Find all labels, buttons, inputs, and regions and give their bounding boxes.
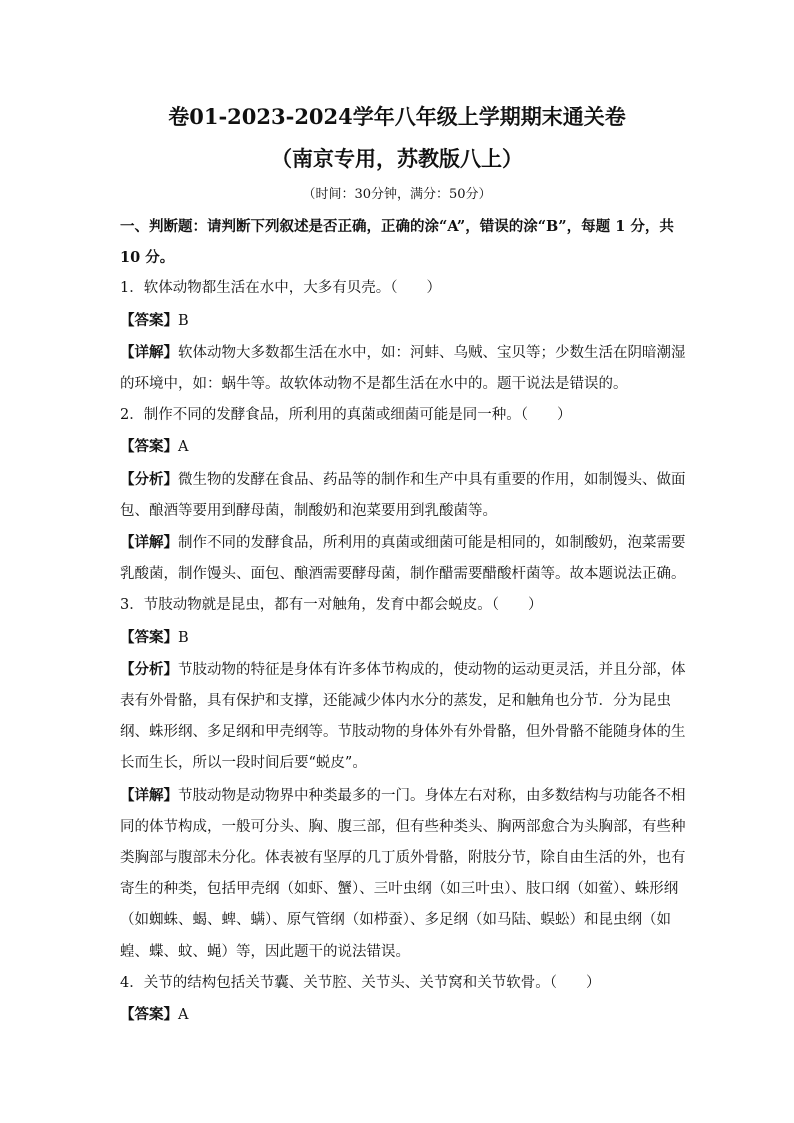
detail-tag: 【详解】 (120, 534, 178, 552)
answer-3 (120, 622, 695, 654)
question-4: 4．关节的结构包括关节囊、关节腔、关节头、关节窝和关节软骨。（ ） (120, 974, 601, 991)
answer-2 (120, 431, 695, 463)
detail-tag: 【详解】 (120, 343, 178, 361)
answer-value: B (178, 629, 189, 646)
analysis-tag: 【分析】 (120, 660, 178, 678)
answer-value: A (178, 1007, 189, 1024)
analysis-tag: 【分析】 (120, 470, 178, 488)
detail-2 (120, 527, 695, 590)
detail-tag: 【详解】 (120, 786, 178, 804)
detail-1 (120, 337, 695, 400)
analysis-text: 节肢动物的特征是身体有许多体节构成的，使动物的运动更灵活，并且分部，体表有外骨骼，具有保护和支撑，还能减少体内水分的蒸发，足和触角也分节．分为昆虫纲、蛛形纲、多足纲和甲壳纲等。节肢动物的身体外有外骨骼，但外骨骼不能随身体的生长而生长，所以一段时间后要“蜕皮”。 (120, 661, 686, 772)
answer-tag: 【答案】 (120, 438, 178, 456)
detail-text: 软体动物大多数都生活在水中，如：河蚌、乌贼、宝贝等；少数生活在阴暗潮湿的环境中，如：蜗牛等。故软体动物不是都生活在水中的。题干说法是错误的。 (120, 344, 686, 393)
analysis-2 (120, 464, 695, 527)
answer-tag: 【答案】 (120, 311, 178, 329)
section-heading: 一、判断题：请判断下列叙述是否正确，正确的涂“A”，错误的涂“B”，每题 1 分，共 10 分。 (120, 218, 674, 267)
document-subtitle-edition: （南京专用，苏教版八上） (271, 146, 523, 171)
detail-text: 节肢动物是动物界中种类最多的一门。身体左右对称，由多数结构与功能各不相同的体节构成，一般可分头、胸、腹三部，但有些种类头、胸两部愈合为头胸部，有些种类胸部与腹部未分化。体表被有坚厚的几丁质外骨骼，附肢分节，除自由生活的外，也有寄生的种类，包括甲壳纲（如虾、蟹）、三叶虫纲（如三叶虫）、肢口纲（如鲎）、蛛形纲（如蜘蛛、蝎、蜱、螨）、原气管纲（如栉蚕）、多足纲（如马陆、蜈蚣）和昆虫纲（如蝗、蝶、蚊、蝇）等，因此题干的说法错误。 (120, 787, 686, 960)
answer-value: B (178, 312, 189, 329)
document-body (120, 211, 695, 1031)
exam-time-score: （时间：30分钟，满分：50分） (302, 187, 492, 202)
analysis-3 (120, 654, 695, 780)
answer-1 (120, 305, 695, 337)
question-1: 1．软体动物都生活在水中，大多有贝壳。（ ） (120, 280, 441, 297)
document-title: 卷01-2023-2024学年八年级上学期期末通关卷 (168, 104, 626, 129)
answer-4 (120, 999, 695, 1031)
answer-tag: 【答案】 (120, 1006, 178, 1024)
answer-tag: 【答案】 (120, 628, 178, 646)
question-2: 2．制作不同的发酵食品，所利用的真菌或细菌可能是同一种。（ ） (120, 407, 572, 424)
question-3: 3．节肢动物就是昆虫，都有一对触角，发育中都会蜕皮。（ ） (120, 597, 543, 614)
detail-text: 制作不同的发酵食品，所利用的真菌或细菌可能是相同的，如制酸奶，泡菜需要乳酸菌，制作馒头、面包、酿酒需要酵母菌，制作醋需要醋酸杆菌等。故本题说法正确。 (120, 535, 686, 583)
detail-3 (120, 780, 695, 968)
answer-value: A (178, 439, 189, 456)
analysis-text: 微生物的发酵在食品、药品等的制作和生产中具有重要的作用，如制馒头、做面包、酿酒等要用到酵母菌，制酸奶和泡菜要用到乳酸菌等。 (120, 471, 686, 519)
